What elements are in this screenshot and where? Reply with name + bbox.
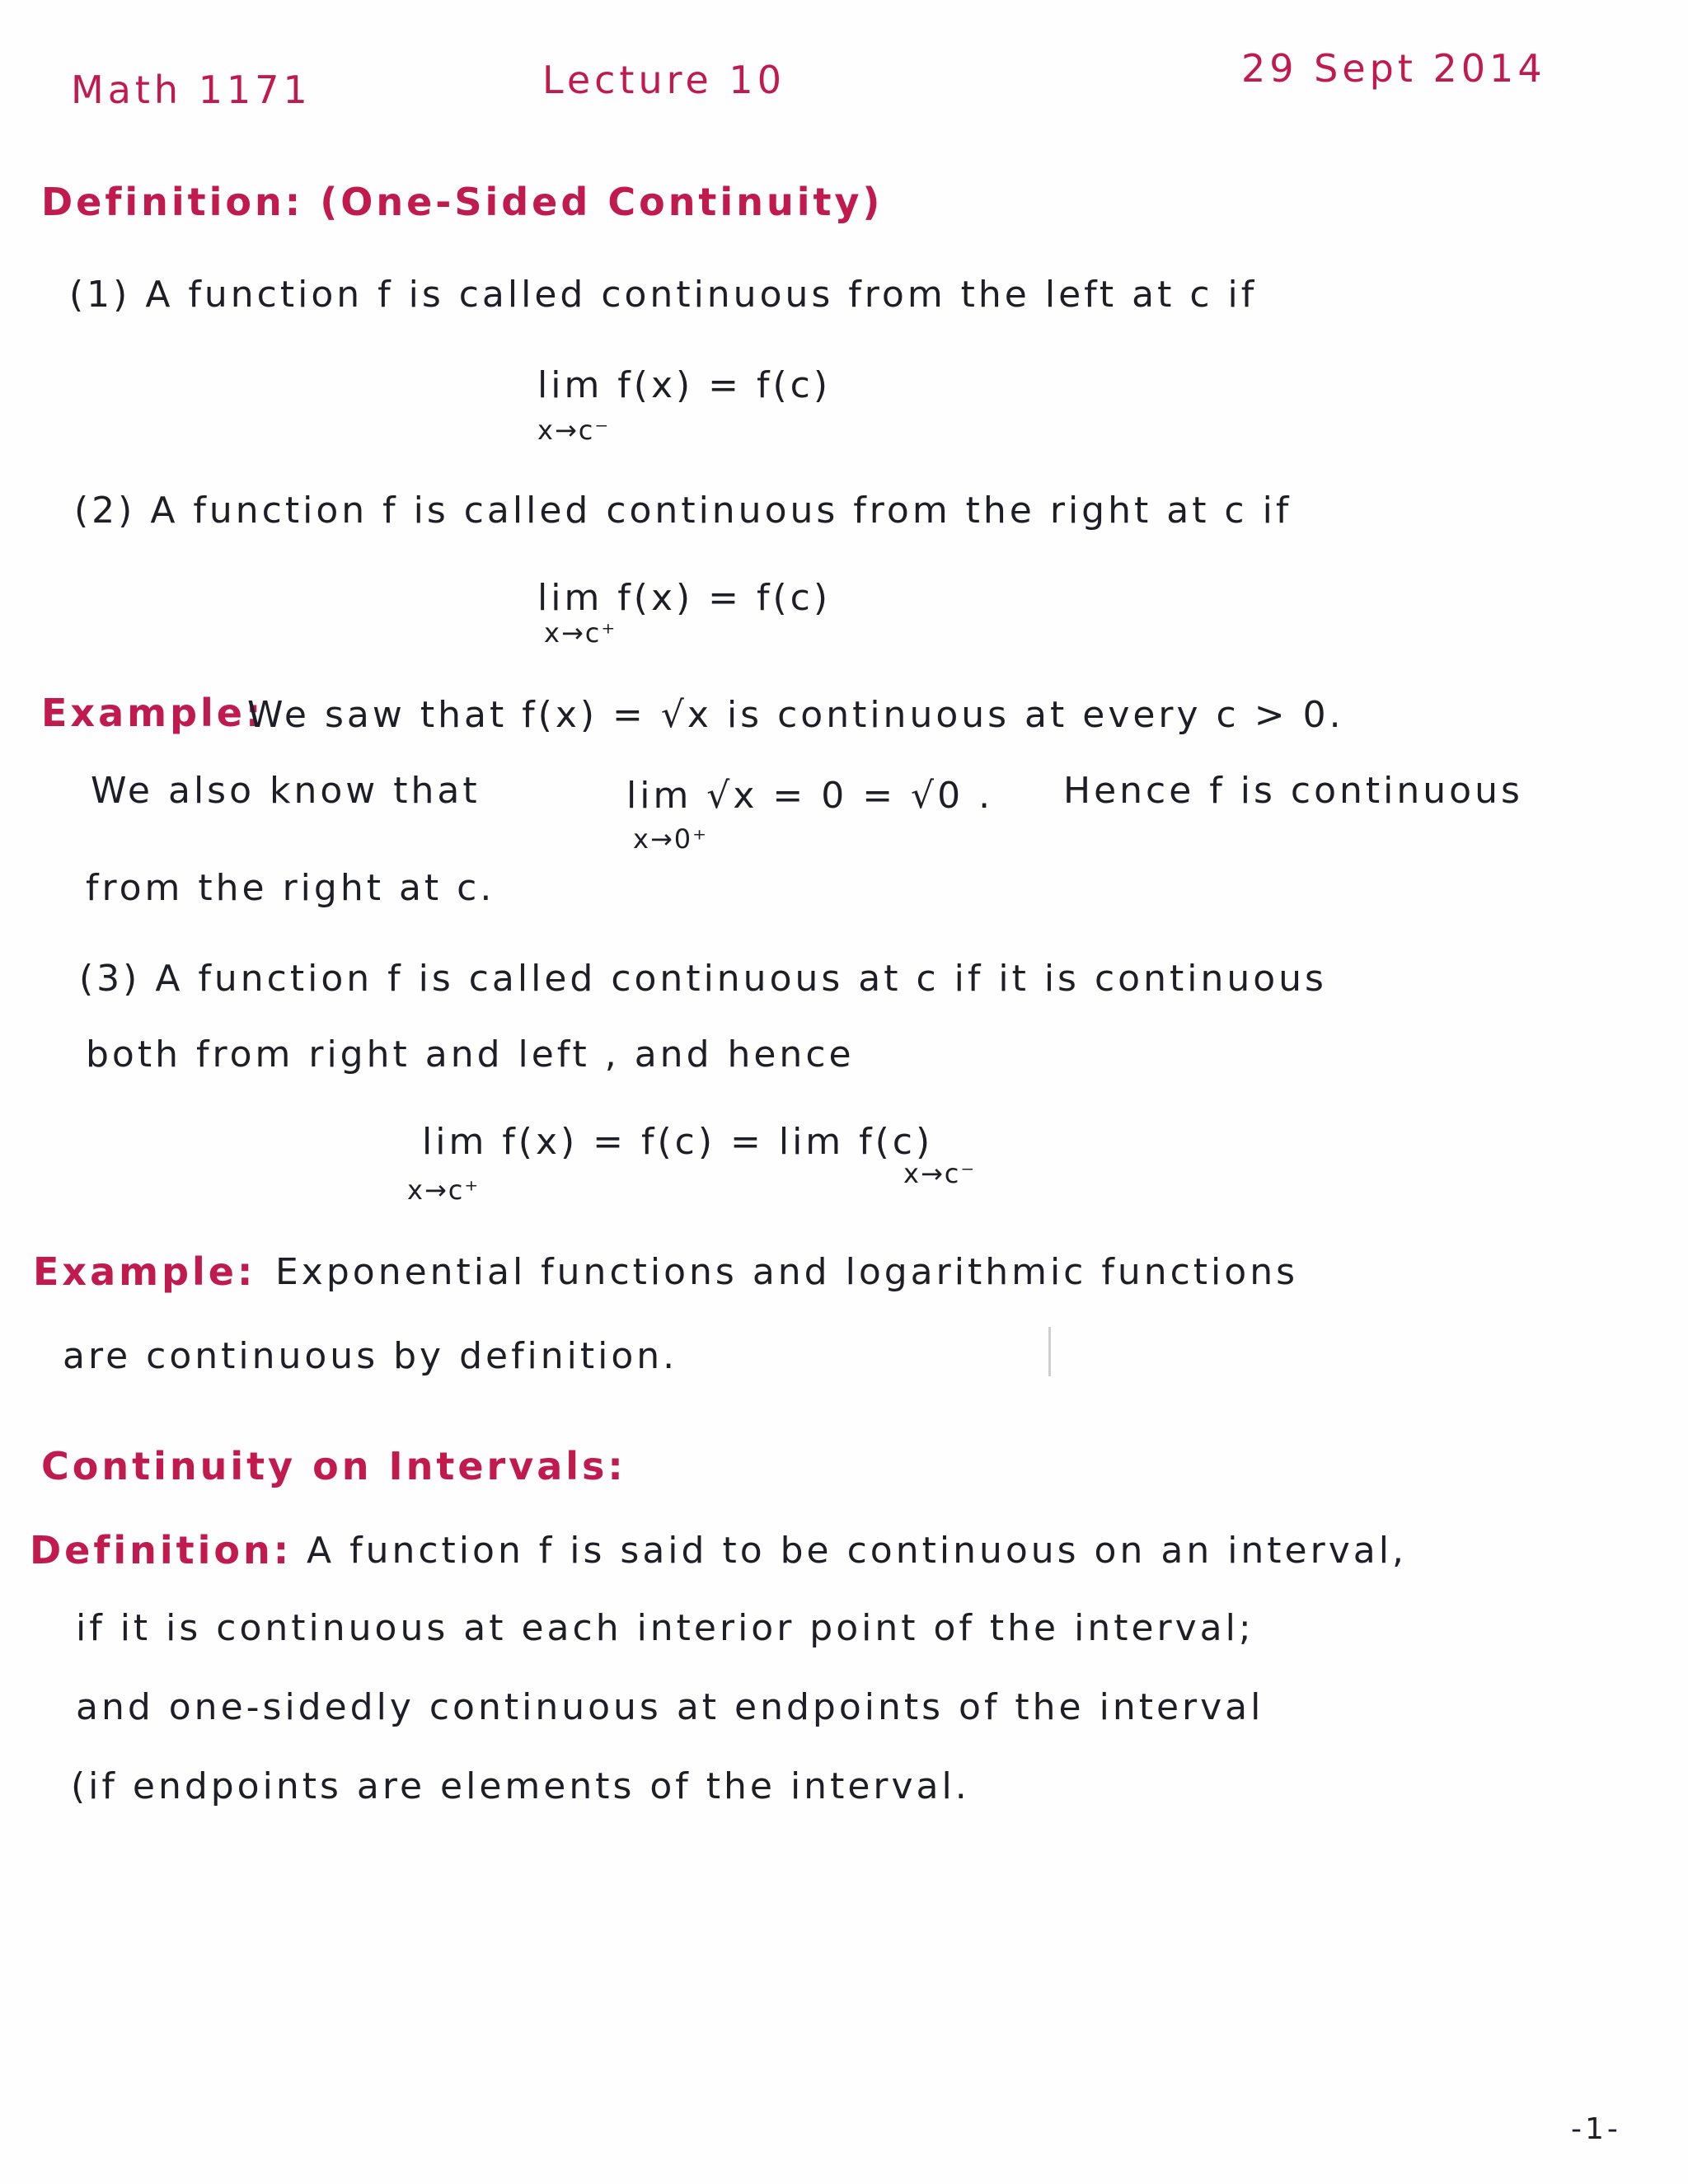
example-1-limit: lim √x = 0 = √0 . <box>626 775 994 817</box>
intervals-line-4: (if endpoints are elements of the interval. <box>71 1765 970 1807</box>
course-title: Math 1171 <box>71 68 312 112</box>
example-1-label: Example: <box>41 691 265 735</box>
two-sided-limit-left-subscript: x→c⁺ <box>407 1174 481 1206</box>
intervals-line-2: if it is continuous at each interior point of the interval; <box>76 1607 1254 1649</box>
example-2-line-2: are continuous by definition. <box>63 1335 678 1377</box>
example-1-line-1: We saw that f(x) = √x is continuous at every c > 0. <box>247 694 1344 736</box>
example-2-label: Example: <box>33 1249 256 1294</box>
intervals-definition-label: Definition: <box>30 1528 293 1572</box>
limit-right-expression: lim f(x) = f(c) <box>537 577 832 619</box>
example-1-line-3: from the right at c. <box>86 867 495 909</box>
two-sided-limit-right-subscript: x→c⁻ <box>903 1158 977 1189</box>
definition-heading: Definition: (One-Sided Continuity) <box>41 180 884 224</box>
intervals-line-1: A function f is said to be continuous on an interval, <box>307 1530 1407 1572</box>
example-1-line-2b: Hence f is continuous <box>1063 770 1523 812</box>
lecture-title: Lecture 10 <box>542 58 785 102</box>
intervals-line-3: and one-sidedly continuous at endpoints of the interval <box>76 1686 1264 1728</box>
page-number: -1- <box>1571 2112 1621 2146</box>
two-sided-limit-expression: lim f(x) = f(c) = lim f(c) <box>422 1121 934 1163</box>
example-1-limit-subscript: x→0⁺ <box>633 823 708 855</box>
lecture-date: 29 Sept 2014 <box>1241 46 1546 91</box>
example-2-line-1: Exponential functions and logarithmic functions <box>275 1251 1299 1293</box>
definition-item-3-line-1: (3) A function f is called continuous at c if it is continuous <box>79 958 1327 1000</box>
definition-item-1: (1) A function f is called continuous from the left at c if <box>69 274 1258 316</box>
definition-item-2: (2) A function f is called continuous from the right at c if <box>74 490 1292 532</box>
definition-item-3-line-2: both from right and left , and hence <box>86 1033 855 1076</box>
limit-right-subscript: x→c⁺ <box>544 617 617 649</box>
intervals-heading: Continuity on Intervals: <box>41 1444 626 1488</box>
pen-mark <box>1048 1327 1051 1376</box>
limit-left-expression: lim f(x) = f(c) <box>537 364 832 406</box>
limit-left-subscript: x→c⁻ <box>537 415 611 446</box>
example-1-line-2a: We also know that <box>91 770 481 812</box>
